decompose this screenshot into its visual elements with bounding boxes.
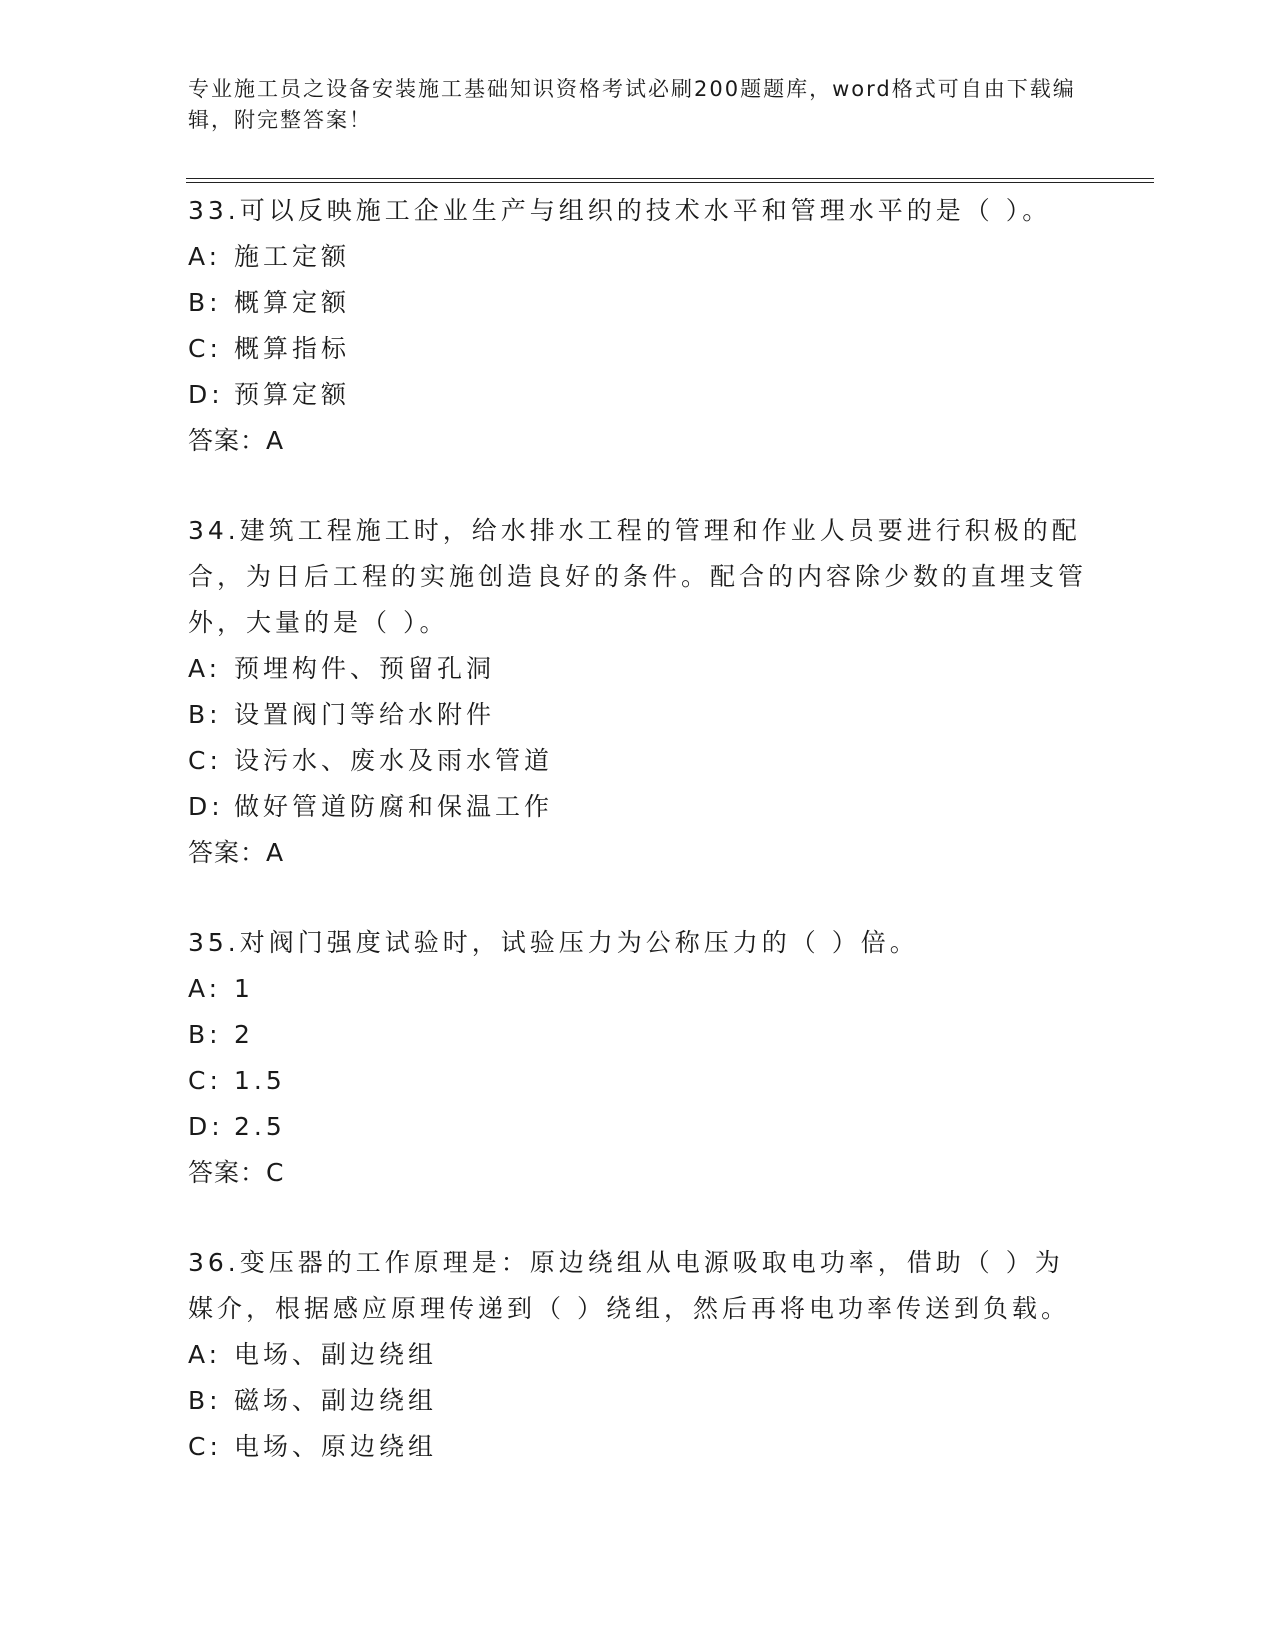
option-text: 概算定额 xyxy=(234,288,351,317)
question-34 xyxy=(188,508,1088,876)
option-text: 1.5 xyxy=(234,1066,286,1095)
option-text: 磁场、副边绕组 xyxy=(234,1386,438,1415)
option-a xyxy=(188,1332,1088,1378)
question-stem: 35.对阀门强度试验时，试验压力为公称压力的（ ）倍。 xyxy=(188,928,919,957)
option-text: 1 xyxy=(234,974,254,1003)
option-text: 2 xyxy=(234,1020,254,1049)
option-letter: A: xyxy=(188,974,222,1003)
option-letter: A: xyxy=(188,242,222,271)
option-letter: D: xyxy=(188,1112,224,1141)
option-c xyxy=(188,1424,1088,1470)
question-spacer xyxy=(188,464,1088,508)
option-c xyxy=(188,738,1088,784)
question-35 xyxy=(188,920,1088,1196)
question-stem: 36.变压器的工作原理是：原边绕组从电源吸取电功率，借助（ ）为媒介，根据感应原理传递到（ ）绕组，然后再将电功率传送到负载。 xyxy=(188,1248,1070,1323)
question-spacer xyxy=(188,876,1088,920)
option-letter: B: xyxy=(188,700,222,729)
answer-label: 答案：C xyxy=(188,1158,285,1187)
question-33 xyxy=(188,188,1088,464)
option-b xyxy=(188,692,1088,738)
question-stem: 34.建筑工程施工时，给水排水工程的管理和作业人员要进行积极的配合，为日后工程的实施创造良好的条件。配合的内容除少数的直埋支管外，大量的是（ ）。 xyxy=(188,516,1088,637)
option-c xyxy=(188,326,1088,372)
option-text: 电场、副边绕组 xyxy=(234,1340,438,1369)
option-text: 2.5 xyxy=(234,1112,286,1141)
option-letter: C: xyxy=(188,334,222,363)
option-d xyxy=(188,372,1088,418)
page-header: 专业施工员之设备安装施工基础知识资格考试必刷200题题库，word格式可自由下载编辑，附完整答案！ xyxy=(188,77,1076,132)
option-letter: B: xyxy=(188,1386,222,1415)
option-letter: D: xyxy=(188,380,224,409)
option-text: 设置阀门等给水附件 xyxy=(234,700,496,729)
option-letter: C: xyxy=(188,1432,222,1461)
question-stem: 33.可以反映施工企业生产与组织的技术水平和管理水平的是（ ）。 xyxy=(188,196,1052,225)
answer-label: 答案：A xyxy=(188,426,285,455)
option-text: 施工定额 xyxy=(234,242,351,271)
option-text: 预算定额 xyxy=(234,380,351,409)
option-letter: B: xyxy=(188,288,222,317)
option-a xyxy=(188,646,1088,692)
option-text: 做好管道防腐和保温工作 xyxy=(234,792,554,821)
option-d xyxy=(188,1104,1088,1150)
option-letter: A: xyxy=(188,654,222,683)
header-rule-bottom xyxy=(186,182,1154,183)
header-rule-top xyxy=(186,178,1154,179)
question-spacer xyxy=(188,1196,1088,1240)
option-text: 设污水、废水及雨水管道 xyxy=(234,746,554,775)
option-text: 概算指标 xyxy=(234,334,351,363)
option-c xyxy=(188,1058,1088,1104)
option-text: 电场、原边绕组 xyxy=(234,1432,438,1461)
option-b xyxy=(188,280,1088,326)
option-d xyxy=(188,784,1088,830)
option-a xyxy=(188,966,1088,1012)
option-letter: C: xyxy=(188,746,222,775)
question-list xyxy=(188,188,1088,1470)
question-36 xyxy=(188,1240,1088,1470)
option-a xyxy=(188,234,1088,280)
option-b xyxy=(188,1012,1088,1058)
option-letter: B: xyxy=(188,1020,222,1049)
option-text: 预埋构件、预留孔洞 xyxy=(234,654,496,683)
option-letter: D: xyxy=(188,792,224,821)
answer-label: 答案：A xyxy=(188,838,285,867)
option-letter: A: xyxy=(188,1340,222,1369)
option-b xyxy=(188,1378,1088,1424)
option-letter: C: xyxy=(188,1066,222,1095)
